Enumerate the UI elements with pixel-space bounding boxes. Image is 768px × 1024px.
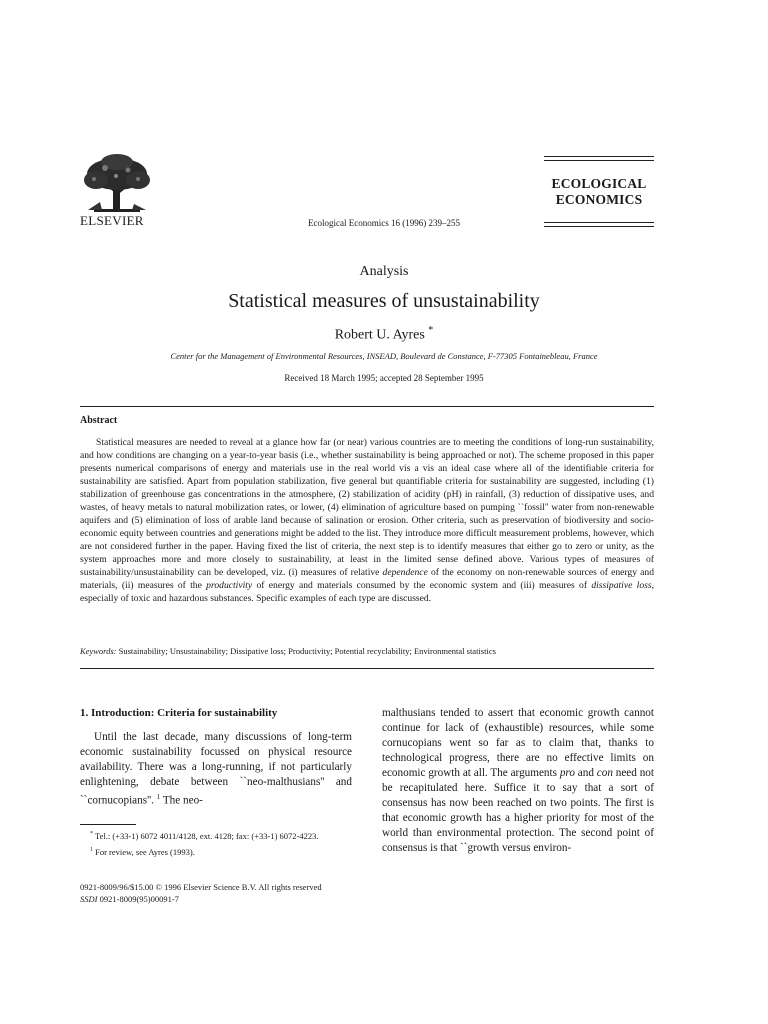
publisher-name: ELSEVIER [80, 213, 144, 228]
footnote-author [80, 828, 352, 842]
keywords [80, 646, 654, 656]
article-section: Analysis [359, 264, 409, 279]
intro-right-a: malthusians tended to assert that economic growth cannot continue for lack of (exhaustible) resources, while some cornucopians went so far as to claim that, thanks to technological progress, there are no effective limits on economic growth at all. The arguments [382, 707, 654, 779]
author-line [0, 325, 768, 344]
elsevier-tree-logo [80, 152, 154, 218]
abstract-part-4: , especially of toxic and hazardous substances. Specific examples of each type are discussed. [80, 580, 654, 604]
intro-left-text: Until the last decade, many discussions of long-term economic sustainability focussed on physical resource availability. There was a long-running, if not particularly enlightening, debate between ``neo-malthusians'' and ``cornucopians''. [80, 731, 352, 807]
footnote-1 [80, 844, 352, 858]
keywords-list: Sustainability; Unsustainability; Dissipative loss; Productivity; Potential recyclability; Environmental statistics [118, 646, 496, 656]
body-column-left [80, 706, 352, 809]
abstract-bottom-rule [80, 668, 654, 669]
journal-title-line1: ECOLOGICAL [551, 176, 647, 191]
author-name: Robert U. Ayres [334, 327, 425, 343]
abstract-text [80, 436, 654, 605]
abstract-em-2: productivity [206, 580, 253, 591]
footnote-ref-1: 1 [156, 793, 161, 801]
footnote-rule [80, 824, 136, 825]
abstract-heading: Abstract [80, 415, 118, 426]
journal-rule-bottom-1 [544, 222, 654, 223]
footnotes [80, 828, 352, 860]
intro-right-em-pro: pro [559, 767, 575, 779]
intro-left-tail: The neo- [160, 794, 203, 807]
abstract-part-1: Statistical measures are needed to reveal at a glance how far (or near) various countries are to meeting the conditions of long-run sustainability, and how conditions are changing on a year-to-year basis (i.e., whether sustainability is being approached or not). The scheme proposed in this paper presents numerical comparisons of energy and materials use in the real world vis a vis an ideal case where all of the identifiable criteria for sustainability are satisfied. Apart from population stabilization, five general but quantifiable criteria for sustainability are suggested, including (1) stabilization of greenhouse gas concentrations in the atmosphere, (2) stabilization of acidity (pH) in rainfall, (3) reduction of dissipative uses, and wastes, of heavy metals to natural mobilization rates, or lower, (4) elimination of agriculture based on pumping ``fossil'' water from non-renewable aquifers and (5) elimination of loss of arable land because of salination or erosion. Other criteria, such as preservation of biodiversity and socio-economic equity between countries and generations might be added to the list. They introduce more difficult measurement problems, however, which are not considered further in the paper. Having fixed the list of criteria, the next step is to identify measures that either go to zero or unity, as the system approaches more and more closely to sustainability, at least in the limited sense defined above. Various types of measures of sustainability/unsustainability can be developed, viz. (i) measures of relative [80, 437, 654, 578]
journal-title [544, 176, 654, 208]
author-footnote-mark: * [428, 325, 434, 336]
received-dates: Received 18 March 1995; accepted 28 September 1995 [284, 373, 484, 383]
intro-right-b: and [574, 767, 597, 779]
journal-rule-top-2 [544, 160, 654, 161]
intro-paragraph-right [382, 706, 654, 856]
copyright-block [80, 881, 322, 905]
footnote-1-text: For review, see Ayres (1993). [93, 846, 195, 857]
intro-heading: 1. Introduction: Criteria for sustainability [80, 707, 278, 719]
keywords-label: Keywords: [80, 646, 117, 656]
abstract-em-1: dependence [382, 567, 428, 578]
footnote-1-mark: 1 [90, 846, 93, 853]
abstract-top-rule [80, 406, 654, 407]
abstract-part-3: of energy and materials consumed by the economic system and (iii) measures of [252, 580, 592, 591]
journal-rule-bottom-2 [544, 226, 654, 227]
footnote-star-text: Tel.: (+33-1) 6072 4011/4128, ext. 4128; fax: (+33-1) 6072-4223. [93, 830, 319, 841]
intro-paragraph-left [80, 730, 352, 809]
intro-right-em-con: con [596, 767, 613, 779]
ssdi-line [80, 893, 322, 905]
body-column-right [382, 706, 654, 856]
abstract-part-2: of the economy on non-renewable sources of energy and materials, (ii) measures of the [80, 567, 654, 591]
ssdi-label: SSDI [80, 894, 98, 904]
journal-title-line2: ECONOMICS [555, 192, 643, 207]
abstract-em-3: dissipative loss [591, 580, 652, 591]
author-affiliation: Center for the Management of Environmental Resources, INSEAD, Boulevard de Constance, F-77305 Fontainebleau, France [170, 351, 598, 361]
journal-rule-top-1 [544, 156, 654, 157]
intro-right-c: need not be recapitulated here. Suffice it to say that a sort of consensus has now been reached on two points. The first is that economic growth has a higher priority for most of the world than environmental protection. The second point of consensus is that ``growth versus environ- [382, 767, 654, 854]
journal-citation: Ecological Economics 16 (1996) 239–255 [308, 218, 460, 228]
article-title: Statistical measures of unsustainability [228, 290, 540, 312]
copyright-line: 0921-8009/96/$15.00 © 1996 Elsevier Science B.V. All rights reserved [80, 882, 322, 892]
ssdi-number: 0921-8009(95)00091-7 [97, 894, 179, 904]
footnote-star-mark: * [90, 831, 93, 837]
